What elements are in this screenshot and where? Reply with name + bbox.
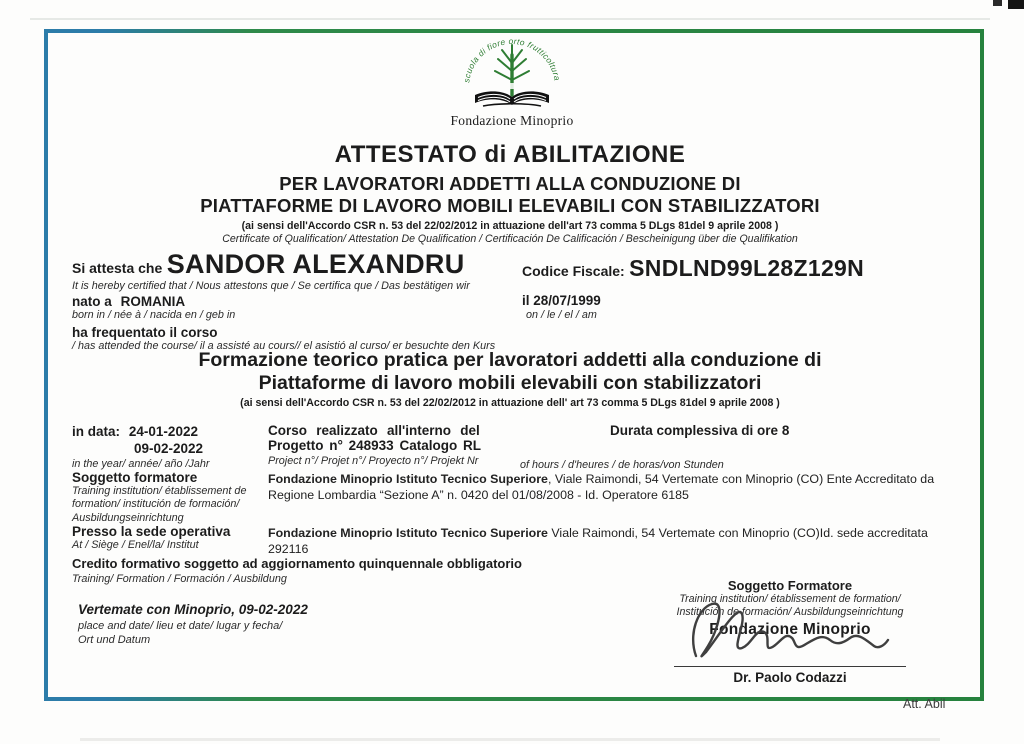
attest-row	[72, 249, 465, 280]
attended-translations: / has attended the course/ il a assisté au cours// el asistió al curso/ er besuchte den Kurs	[72, 340, 496, 352]
duration-translations: of hours / d'heures / de horas/von Stunden	[520, 459, 724, 471]
date-value-1: 24-01-2022	[128, 424, 198, 439]
date-translations: in the year/ année/ año /Jahr	[72, 458, 210, 470]
duration-block	[520, 423, 950, 471]
project-line-2: Progetto n° 248933 Catalogo RL	[268, 438, 481, 453]
course-title-line-1: Formazione teorico pratica per lavoratori addetti alla conduzione di	[198, 349, 822, 371]
trainer-label-block	[72, 470, 267, 525]
venue-label-block	[72, 524, 267, 551]
date-label: in data:	[72, 424, 121, 439]
fiscal-code-value: SNDLND99L28Z129N	[629, 255, 865, 281]
signer-name: Dr. Paolo Codazzi	[733, 670, 847, 686]
place-date-block	[78, 601, 308, 647]
scan-artifact-corner-mark-small	[993, 0, 1002, 6]
corner-note: Att. Abil	[903, 697, 946, 711]
duration-value: Durata complessiva di ore 8	[610, 423, 790, 438]
date-value-2: 09-02-2022	[134, 441, 204, 456]
title-line-3: PIATTAFORME DI LAVORO MOBILI ELEVABILI CON STABILIZZATORI	[200, 195, 820, 217]
place-date-value: Vertemate con Minoprio, 09-02-2022	[78, 602, 308, 617]
fiscal-code-label: Codice Fiscale:	[522, 263, 625, 279]
born-in-value: ROMANIA	[120, 294, 186, 309]
signer-block	[640, 578, 940, 685]
scan-artifact-bottom-band	[80, 738, 940, 741]
birth-date-translations: on / le / el / am	[526, 309, 597, 321]
signer-org: Fondazione Minoprio	[709, 621, 871, 639]
course-legal-reference: (ai sensi dell'Accordo CSR n. 53 del 22/02/2012 in attuazione dell' art 73 comma 5 DLgs 81del 9 aprile 2008 )	[240, 396, 780, 409]
trainer-org-name: Fondazione Minoprio Istituto Tecnico Superiore	[268, 472, 548, 486]
logo-caption: Fondazione Minoprio	[450, 113, 574, 128]
venue-translations: At / Siège / Enel/la/ Institut	[72, 539, 199, 551]
born-in-label: nato a	[72, 294, 112, 309]
logo-block	[447, 33, 577, 129]
certificate-title: ATTESTATO di ABILITAZIONE	[334, 141, 686, 168]
trainer-label: Soggetto formatore	[72, 470, 198, 485]
holder-name: SANDOR ALEXANDRU	[166, 249, 465, 279]
course-title-block	[44, 349, 976, 409]
venue-label: Presso la sede operativa	[72, 524, 231, 539]
trainer-value	[268, 471, 948, 504]
credit-translations: Training/ Formation / Formación / Ausbildung	[72, 573, 287, 585]
title-line-2: PER LAVORATORI ADDETTI ALLA CONDUZIONE DI	[279, 173, 741, 195]
logo-arc-text: scuola di fiore orto frutticoltura	[461, 35, 563, 84]
scan-artifact-corner-mark	[1008, 0, 1024, 9]
signer-title: Soggetto Formatore	[727, 578, 853, 593]
course-title-line-2: Piattaforme di lavoro mobili elevabili con stabilizzatori	[258, 372, 762, 395]
birth-date-value: il 28/07/1999	[522, 293, 601, 308]
venue-org-name: Fondazione Minoprio Istituto Tecnico Superiore	[268, 526, 548, 540]
attest-label: Si attesta che	[72, 260, 163, 276]
attest-translations: It is hereby certified that / Nous attestons que / Se certifica que / Das bestätigen wir	[72, 280, 470, 292]
project-block	[268, 423, 520, 467]
venue-org-details: Viale Raimondi, 54 Vertemate con Minoprio (CO)Id. sede accreditata 292116	[268, 526, 928, 557]
scan-artifact-top-line	[30, 18, 990, 20]
title-translations: Certificate of Qualification/ Attestation De Qualification / Certificación De Calificación / Bescheinigung über die Qualifikation	[222, 233, 798, 246]
attended-label: ha frequentato il corso	[72, 325, 218, 340]
title-legal-reference: (ai sensi dell'Accordo CSR n. 53 del 22/02/2012 in attuazione dell'art 73 comma 5 DLgs 81del 9 aprile 2008 )	[241, 219, 779, 232]
signer-translations-2: Institución de formación/ Ausbildungseinrichtung	[676, 606, 904, 619]
title-block	[44, 141, 976, 246]
fiscal-code-row	[522, 255, 864, 282]
signer-translations-1: Training institution/ établissement de formation/	[679, 593, 901, 605]
credit-statement: Credito formativo soggetto ad aggiornamento quinquennale obbligatorio	[72, 556, 522, 571]
trainer-org-details: , Viale Raimondi, 54 Vertemate con Minoprio (CO) Ente Accreditato da Regione Lombardia “Sezione A” n. 0420 del 01/08/2008 - Id. Operatore 6185	[268, 472, 935, 503]
place-date-translations-2: Ort und Datum	[78, 633, 151, 646]
project-line-1: Corso realizzato all'interno del	[268, 423, 480, 438]
signature-line	[674, 666, 906, 667]
trainer-translations: Training institution/ établissement de formation/ institución de formación/ Ausbildungseinrichtung	[72, 485, 247, 524]
venue-value	[268, 525, 968, 558]
fondazione-minoprio-logo-icon	[447, 33, 577, 107]
place-date-translations-1: place and date/ lieu et date/ lugar y fecha/	[78, 619, 283, 632]
course-dates-block	[72, 423, 209, 470]
born-in-translations: born in / née à / nacida en / geb in	[72, 309, 236, 321]
project-translations: Project n°/ Projet n°/ Proyecto n°/ Projekt Nr	[268, 455, 479, 467]
tree-trunk-mark	[510, 83, 514, 89]
